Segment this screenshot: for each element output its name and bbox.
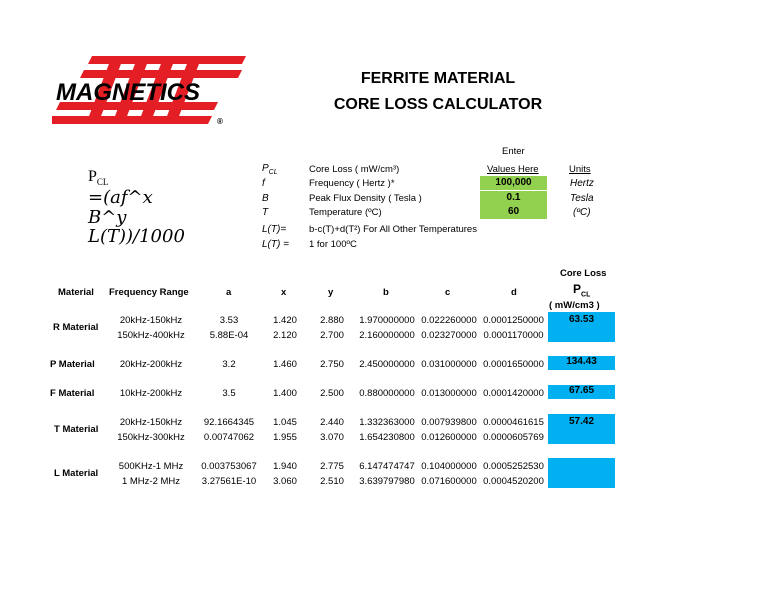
param-sym-pcl: $P_{CL}$	[262, 163, 278, 176]
cell-freq: 500KHz-1 MHz	[118, 461, 184, 472]
cell-y: 2.750	[320, 359, 344, 370]
cell-c: 0.012600000	[421, 432, 477, 443]
cell-x: 1.955	[273, 432, 297, 443]
values-header: Values Here	[487, 164, 539, 175]
page-title-line2: CORE LOSS CALCULATOR	[333, 96, 543, 113]
formula-line2: B^y	[88, 207, 127, 228]
param-sym-f: f	[262, 178, 265, 189]
cell-b: 1.332363000	[359, 417, 415, 428]
cell-d: 0.0000605769	[483, 432, 544, 443]
cell-y: 2.880	[320, 315, 344, 326]
cell-y: 2.700	[320, 330, 344, 341]
param-sym-b: B	[262, 193, 269, 204]
cell-a: 3.2	[222, 359, 236, 370]
param-desc-core-loss: Core Loss ( mW/cm³)	[309, 164, 400, 175]
formula-lhs: $P_{CL}$	[88, 168, 109, 188]
result-cell-f	[548, 385, 615, 399]
cell-freq: 1 MHz-2 MHz	[121, 476, 181, 487]
param-desc-temperature: Temperature (ºC)	[309, 207, 382, 218]
material-p: P Material	[50, 359, 95, 370]
result-value-f: 67.65	[568, 385, 595, 396]
cell-d: 0.0005252530	[483, 461, 544, 472]
formula-line1: =(af^x	[88, 187, 153, 208]
unit-celsius: (ºC)	[573, 207, 591, 218]
logo-wordmark: MAGNETICS	[56, 79, 200, 106]
cell-c: 0.104000000	[421, 461, 477, 472]
cell-d: 0.0001650000	[483, 359, 544, 370]
material-l: L Material	[54, 468, 99, 479]
result-value-r: 63.53	[568, 314, 595, 325]
param-desc-frequency: Frequency ( Hertz )*	[309, 178, 395, 189]
cell-c: 0.031000000	[421, 359, 477, 370]
cell-b: 1.970000000	[359, 315, 415, 326]
cell-freq: 20kHz-200kHz	[119, 359, 183, 370]
cell-d: 0.0000461615	[483, 417, 544, 428]
unit-tesla: Tesla	[570, 193, 594, 204]
result-cell-l	[548, 458, 615, 488]
page-title-line1: FERRITE MATERIAL	[360, 70, 516, 87]
cell-y: 3.070	[320, 432, 344, 443]
cell-c: 0.071600000	[421, 476, 477, 487]
flux-density-input[interactable]: 0.1	[480, 191, 547, 205]
param-sym-lt: L(T)=	[262, 224, 287, 235]
cell-y: 2.500	[320, 388, 344, 399]
units-header: Units	[569, 164, 591, 175]
col-header-c: c	[445, 287, 451, 298]
cell-c: 0.007939800	[421, 417, 477, 428]
cell-a: 3.53	[219, 315, 239, 326]
param-sym-t: T	[262, 207, 269, 218]
cell-c: 0.023270000	[421, 330, 477, 341]
cell-x: 1.420	[273, 315, 297, 326]
param-desc-lt-100: 1 for 100ºC	[309, 239, 357, 250]
param-desc-lt-formula: b-c(T)+d(T²) For All Other Temperatures	[309, 224, 477, 235]
result-value-l	[548, 458, 615, 460]
col-header-units: ( mW/cm3 )	[549, 300, 600, 311]
formula-line3: L(T))/1000	[88, 226, 185, 247]
cell-a: 0.003753067	[201, 461, 257, 472]
cell-y: 2.510	[320, 476, 344, 487]
col-header-d: d	[511, 287, 517, 298]
cell-c: 0.022260000	[421, 315, 477, 326]
cell-freq: 20kHz-150kHz	[119, 417, 183, 428]
col-header-frequency: Frequency Range	[109, 287, 189, 298]
material-r: R Material	[53, 322, 99, 333]
result-cell-t	[548, 414, 615, 444]
material-f: F Material	[50, 388, 95, 399]
cell-d: 0.0001420000	[483, 388, 544, 399]
cell-a: 3.5	[222, 388, 236, 399]
cell-a: 0.00747062	[203, 432, 255, 443]
result-value-t: 57.42	[568, 416, 595, 427]
cell-d: 0.0001170000	[483, 330, 544, 341]
cell-x: 1.460	[273, 359, 297, 370]
cell-b: 0.880000000	[359, 388, 415, 399]
result-cell-r	[548, 312, 615, 342]
cell-a: 3.27561E-10	[201, 476, 257, 487]
result-value-p: 134.43	[566, 356, 597, 367]
registered-mark: ®	[217, 117, 223, 126]
cell-b: 6.147474747	[359, 461, 415, 472]
unit-hertz: Hertz	[570, 178, 594, 189]
cell-d: 0.0001250000	[483, 315, 544, 326]
cell-freq: 150kHz-400kHz	[117, 330, 185, 341]
cell-b: 2.160000000	[359, 330, 415, 341]
enter-label: Enter	[502, 146, 525, 157]
cell-x: 2.120	[273, 330, 297, 341]
param-desc-flux-density: Peak Flux Density ( Tesla )	[309, 193, 422, 204]
cell-x: 3.060	[273, 476, 297, 487]
material-t: T Material	[54, 424, 99, 435]
cell-x: 1.940	[273, 461, 297, 472]
col-header-y: y	[328, 287, 334, 298]
cell-y: 2.775	[320, 461, 344, 472]
cell-a: 92.1664345	[203, 417, 255, 428]
cell-c: 0.013000000	[421, 388, 477, 399]
cell-d: 0.0004520200	[483, 476, 544, 487]
frequency-input[interactable]: 100,000	[480, 176, 547, 190]
col-header-pcl: $P_{CL}$	[573, 282, 591, 299]
temperature-input[interactable]: 60	[480, 205, 547, 219]
cell-y: 2.440	[320, 417, 344, 428]
cell-x: 1.045	[273, 417, 297, 428]
cell-freq: 20kHz-150kHz	[119, 315, 183, 326]
cell-freq: 150kHz-300kHz	[117, 432, 185, 443]
cell-x: 1.400	[273, 388, 297, 399]
cell-a: 5.88E-04	[209, 330, 249, 341]
col-header-core-loss: Core Loss	[560, 268, 607, 279]
col-header-a: a	[226, 287, 232, 298]
cell-b: 2.450000000	[359, 359, 415, 370]
cell-b: 3.639797980	[359, 476, 415, 487]
cell-freq: 10kHz-200kHz	[119, 388, 183, 399]
col-header-b: b	[383, 287, 389, 298]
col-header-material: Material	[58, 287, 94, 298]
col-header-x: x	[281, 287, 287, 298]
param-sym-lt-100: L(T) =	[262, 239, 289, 250]
cell-b: 1.654230800	[359, 432, 415, 443]
result-cell-p	[548, 356, 615, 370]
